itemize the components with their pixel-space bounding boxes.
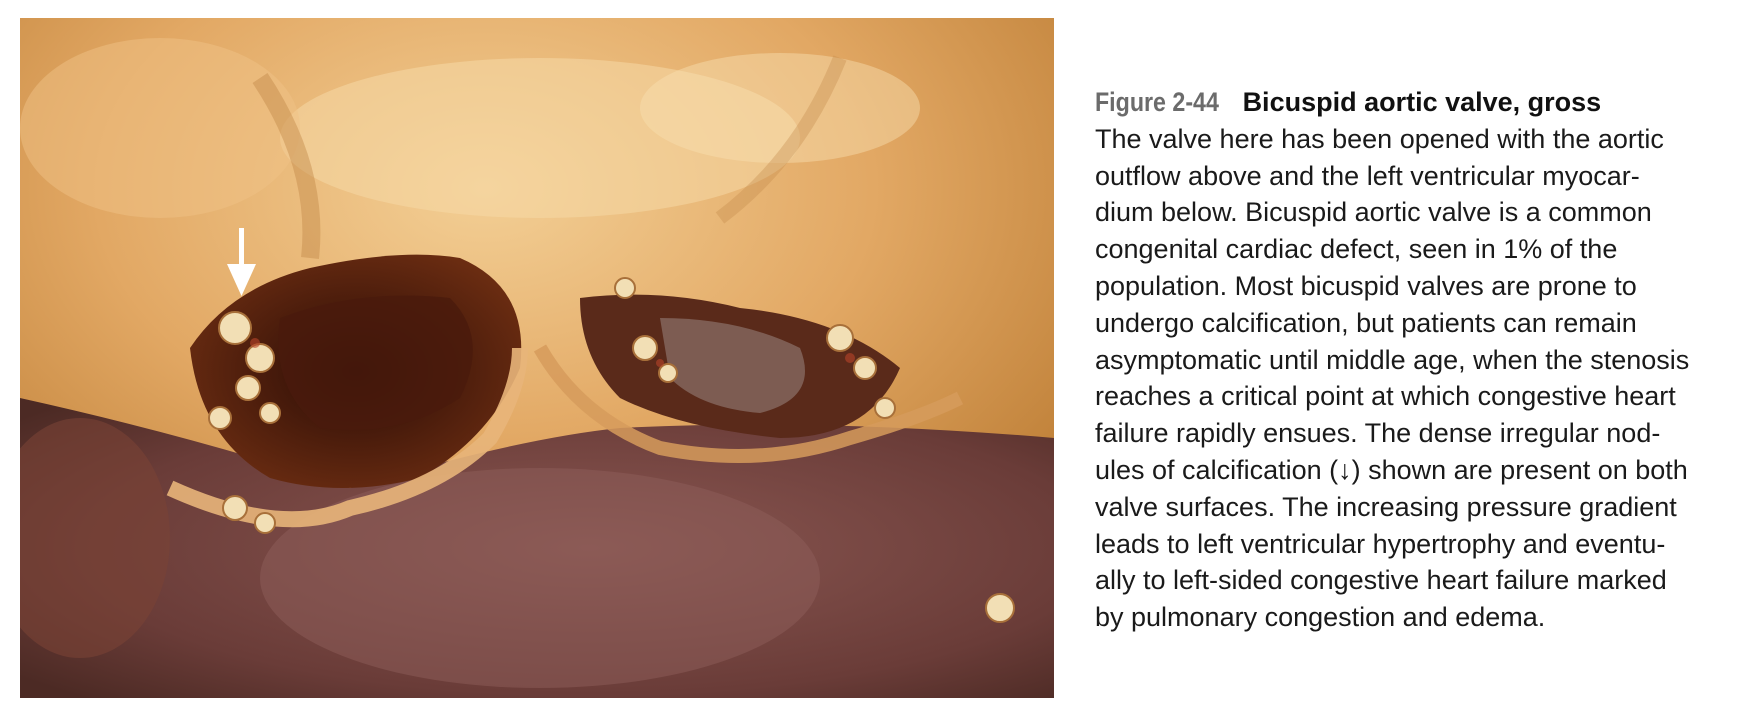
figure-heading	[1095, 84, 1745, 121]
figure-caption	[1095, 84, 1745, 636]
caption-line: undergo calcification, but patients can remain	[1095, 307, 1637, 338]
caption-line: reaches a critical point at which congestive heart	[1095, 381, 1676, 412]
caption-line: asymptomatic until middle age, when the stenosis	[1095, 344, 1690, 375]
figure-title: Bicuspid aortic valve, gross	[1242, 87, 1602, 117]
caption-line: ally to left-sided congestive heart failure marked	[1095, 565, 1667, 596]
specimen-illustration	[20, 18, 1054, 698]
caption-line: by pulmonary congestion and edema.	[1095, 602, 1546, 633]
caption-line: The valve here has been opened with the aortic	[1095, 123, 1664, 154]
figure-number: Figure 2-44	[1095, 87, 1219, 117]
caption-line: population. Most bicuspid valves are prone to	[1095, 270, 1637, 301]
caption-line: ules of calcification (↓) shown are present on both	[1095, 454, 1688, 485]
caption-line: outflow above and the left ventricular myocar-	[1095, 160, 1640, 191]
caption-line: congenital cardiac defect, seen in 1% of the	[1095, 234, 1618, 265]
caption-line: valve surfaces. The increasing pressure gradient	[1095, 491, 1677, 522]
caption-line: failure rapidly ensues. The dense irregular nod-	[1095, 418, 1661, 449]
caption-line: leads to left ventricular hypertrophy and eventu-	[1095, 528, 1666, 559]
gross-specimen-photo	[20, 18, 1054, 698]
caption-line: dium below. Bicuspid aortic valve is a common	[1095, 197, 1652, 228]
